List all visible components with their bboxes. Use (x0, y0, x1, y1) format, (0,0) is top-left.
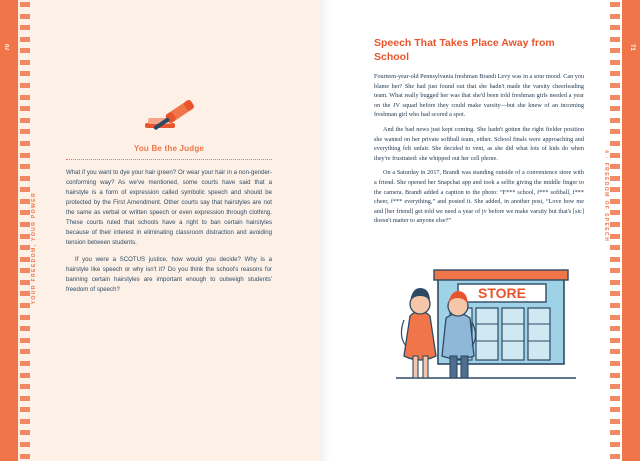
right-edge-bar (622, 0, 640, 461)
body-paragraph-1: Fourteen-year-old Pennsylvania freshman Brandi Levy was in a sour mood. Can you blame her? She had just found out that she hadn't made the varsity cheerleading team. What really bugged her was that she'd been told freshman girls needed a year on the JV squad before they could make varsity—but she knew of an incoming freshman girl who had scored a spot. (374, 73, 584, 119)
body-paragraph-3: On a Saturday in 2017, Brandi was standing outside of a convenience store with a friend. She opened her Snapchat app and took a selfie giving the middle finger to the camera. Brandi added a caption to the photo: “F*** school, f*** softball, f*** cheer, f*** everything,” and posted it. She added, in another post, “Love how me and [her friend] get told we need a year of jv before we make varsity but that's [sic] doesn't matter to anyone else?” (374, 169, 584, 225)
right-tick-column (610, 0, 620, 461)
dotted-rule (66, 159, 272, 160)
right-running-head: 4 · FREEDOM OF SPEECH (603, 150, 609, 243)
left-running-head: YOUR FREEDOM, YOUR POWER (31, 192, 37, 305)
box-title: You Be the Judge (133, 144, 205, 153)
right-page (320, 0, 640, 461)
you-be-the-judge-box (66, 96, 272, 302)
section-body (374, 72, 584, 231)
left-tick-column (20, 0, 30, 461)
gavel-icon (137, 96, 201, 140)
left-edge-bar (0, 0, 18, 461)
box-paragraph-2: If you were a SCOTUS justice, how would you decide? Why is a hairstyle like speech or why isn't it? Do you think the school's reasons for banning certain hairstyles are important enough to outweigh students' freedom of speech? (66, 256, 272, 293)
body-paragraph-2: And the bad news just kept coming. She hadn't gotten the right fielder position she wanted on her private softball team, either. School finals were approaching and everything felt unfair. She decided to vent, as she did what lots of kids do when they're frustrated: she whipped out her cell phone. (374, 125, 584, 162)
section-heading: Speech That Takes Place Away from School (374, 37, 555, 63)
box-paragraph-1: What if you want to dye your hair green? Or wear your hair in a non-gender-conforming way? As we've mentioned, some courts have said that a hairstyle is a form of expression called symbolic speech and should be protected by the First Amendment. Other courts say that hairstyles are not the same as verbal or written speech or even expression through clothing. These courts ruled that schools have a right to ban certain hairstyles because of their interest in eliminating classroom distraction and avoiding tension between students. (66, 169, 272, 246)
left-page-number: 70 (5, 44, 11, 51)
right-page-number: 71 (629, 44, 635, 51)
store-sign-text: STORE (478, 285, 526, 301)
two-teens-outside-store-illustration (380, 256, 580, 396)
